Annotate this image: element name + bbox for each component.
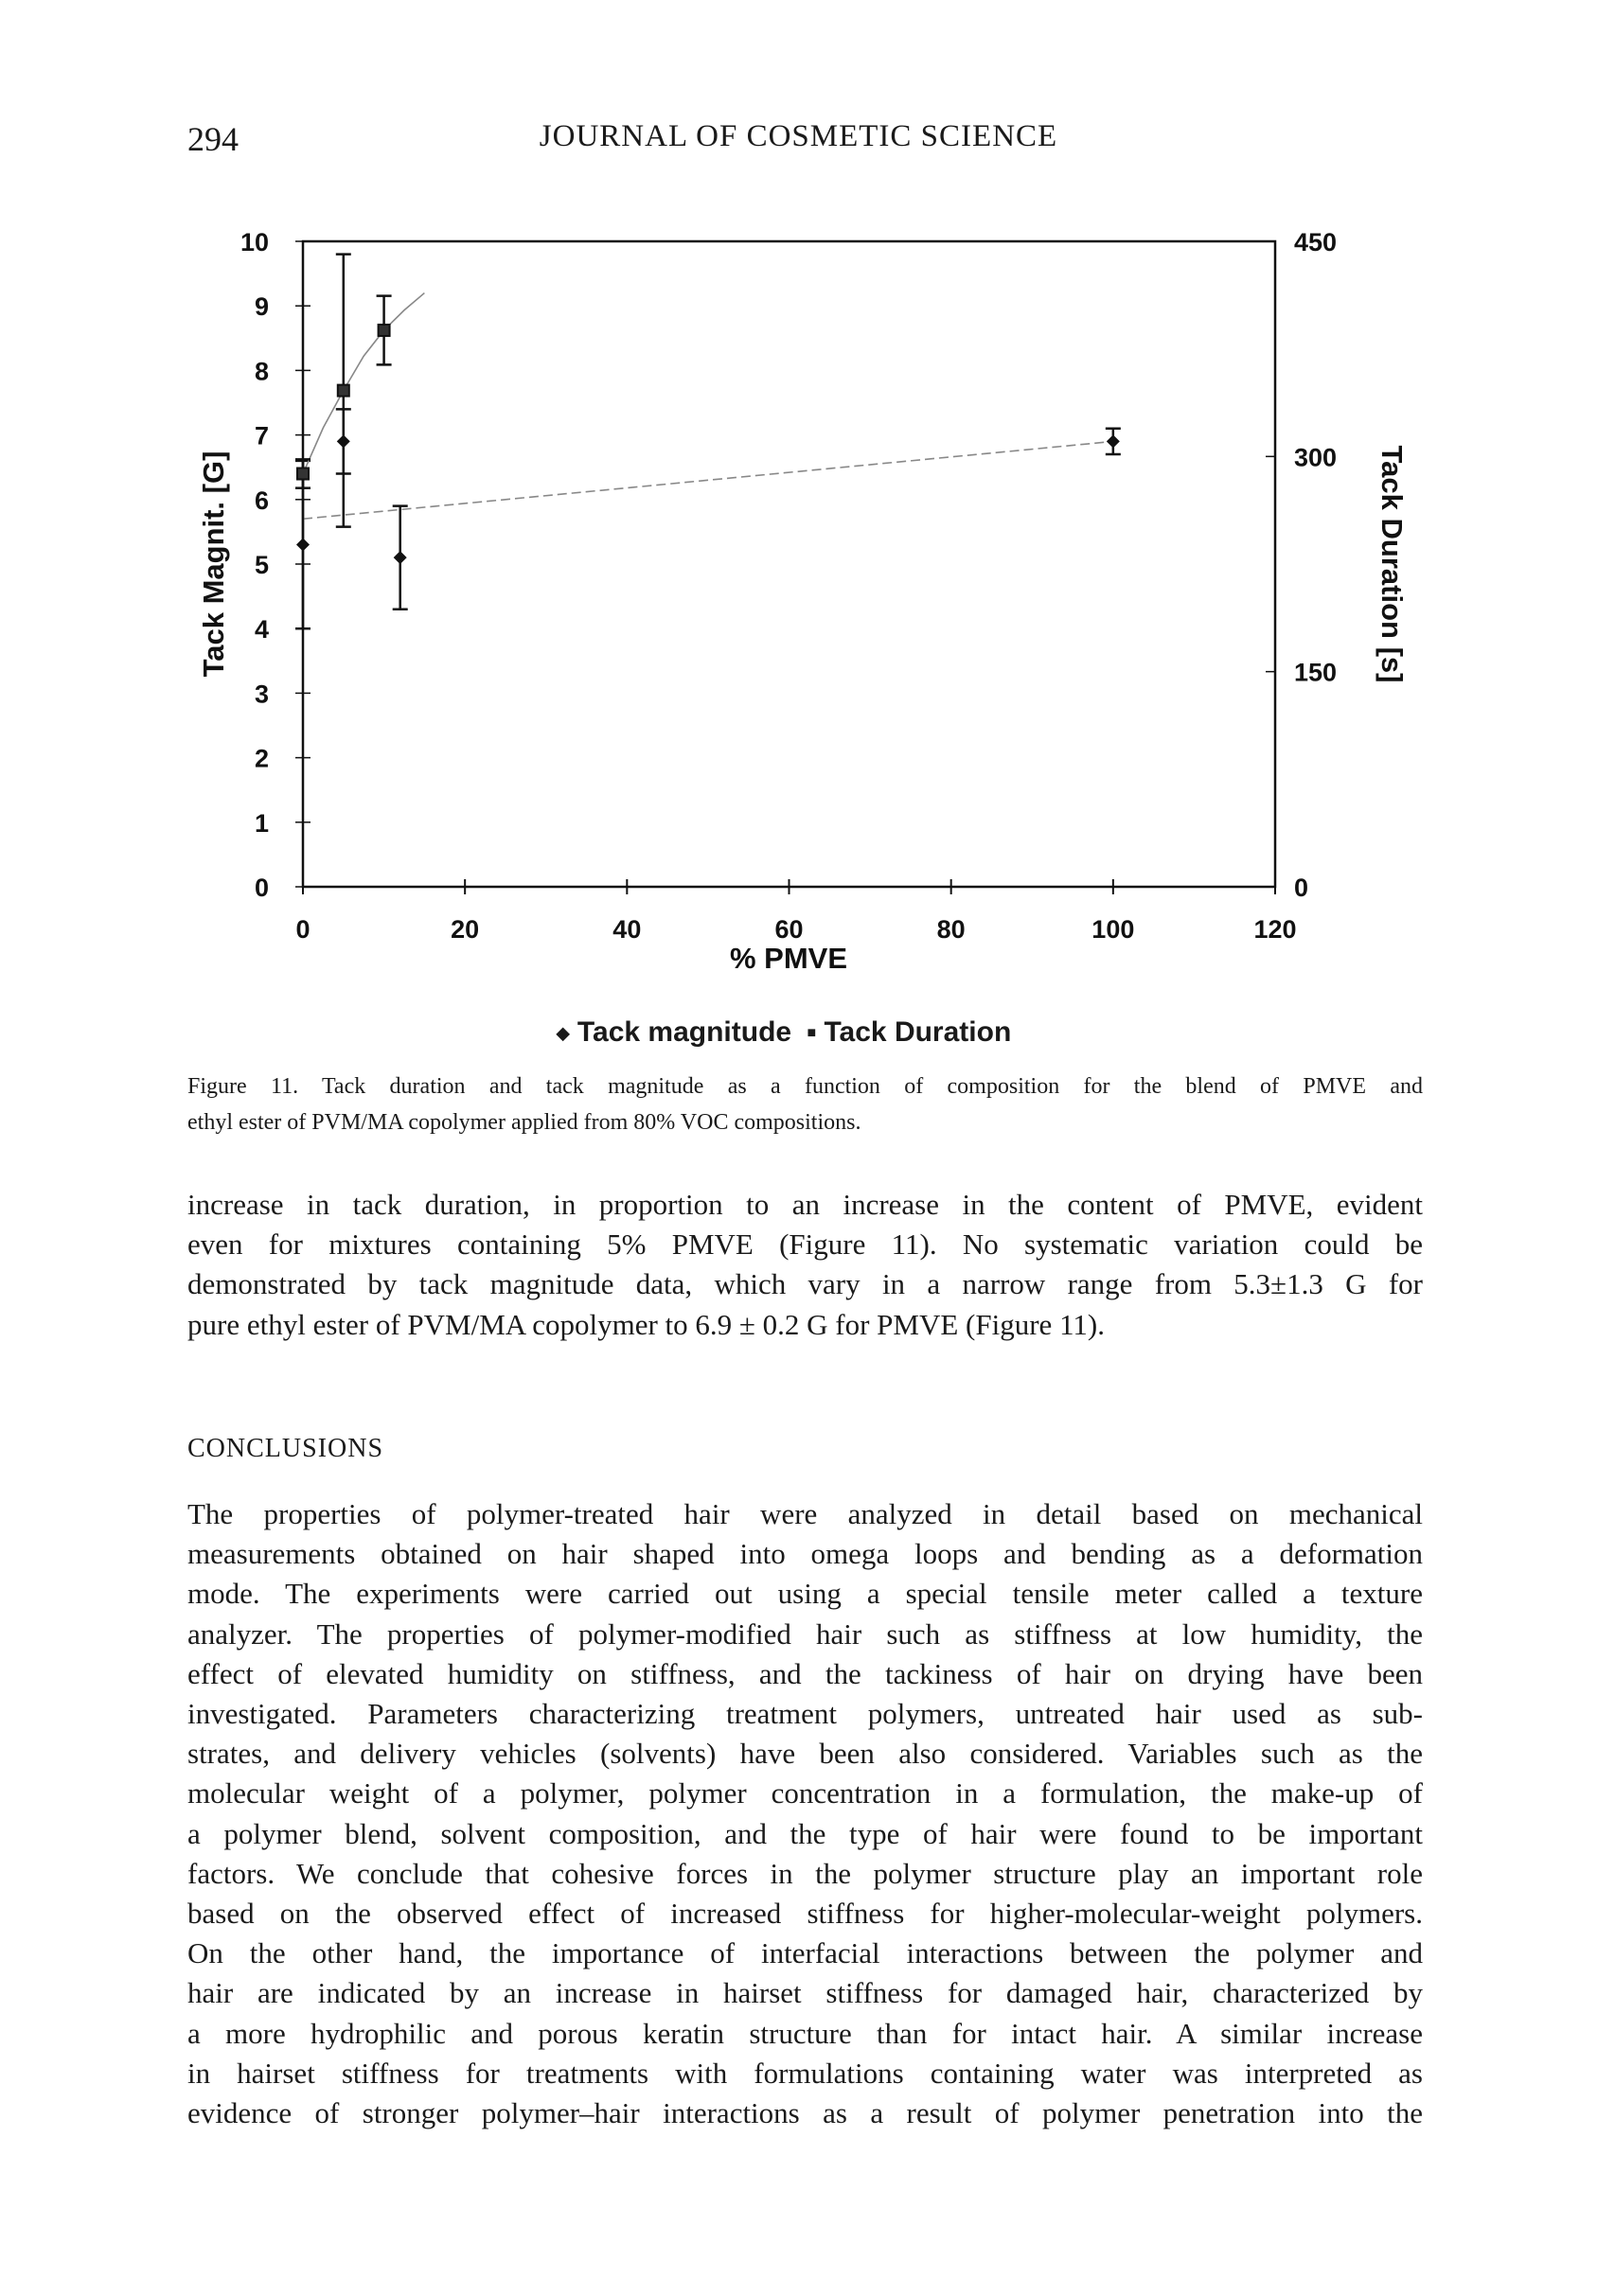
text-line: evidence of stronger polymer–hair interactions as a result of polymer penetration into the (187, 2096, 1423, 2129)
marks (295, 255, 1121, 629)
y-right-tick-label: 0 (1294, 874, 1309, 902)
text-line: based on the observed effect of increased stiffness for higher-molecular-weight polymers. (187, 1897, 1423, 1930)
square-marker-icon: ■ (807, 1025, 817, 1042)
legend-tack-duration: Tack Duration (824, 1016, 1012, 1048)
data-point-diamond (1107, 434, 1120, 448)
y-tick-label: 3 (254, 680, 269, 709)
text-line: increase in tack duration, in proportion to an increase in the content of PMVE, evident (187, 1188, 1423, 1221)
axes (240, 228, 1337, 944)
x-tick-label: 80 (936, 915, 966, 944)
x-tick-label: 100 (1091, 915, 1135, 944)
data-point-square (297, 468, 309, 480)
text-line: analyzer. The properties of polymer-modified hair such as stiffness at low humidity, the (187, 1616, 1423, 1651)
x-tick-label: 60 (774, 915, 804, 944)
tack-chart (0, 0, 1597, 1060)
x-tick-label: 0 (295, 915, 311, 944)
y-tick-label: 4 (254, 615, 269, 645)
diamond-marker-icon: ◆ (556, 1023, 570, 1043)
y-right-tick-label: 300 (1294, 443, 1338, 472)
y-tick-label: 5 (254, 551, 269, 579)
data-point-diamond (394, 551, 407, 564)
text-line: factors. We conclude that cohesive forces in the polymer structure play an important role (187, 1856, 1423, 1890)
text-line: On the other hand, the importance of interfacial interactions between the polymer and (187, 1936, 1423, 1970)
x-axis-title: % PMVE (729, 942, 848, 975)
y-tick-label: 2 (254, 744, 269, 773)
section-heading-conclusions: CONCLUSIONS (187, 1434, 384, 1463)
running-head: JOURNAL OF COSMETIC SCIENCE (539, 119, 1058, 153)
text-line: effect of elevated humidity on stiffness, and the tackiness of hair on drying have been (187, 1656, 1423, 1690)
text-line: The properties of polymer-treated hair were analyzed in detail based on mechanical (187, 1497, 1423, 1530)
text-line: hair are indicated by an increase in hairset stiffness for damaged hair, characterized by (187, 1976, 1423, 2010)
y-tick-label: 6 (254, 486, 269, 515)
text-line: a polymer blend, solvent composition, and the type of hair were found to be important (187, 1816, 1423, 1850)
text-line: measurements obtained on hair shaped into omega loops and bending as a deformation (187, 1537, 1423, 1571)
y-tick-label: 9 (254, 292, 269, 322)
trend-line (303, 293, 424, 474)
data-point-diamond (296, 539, 310, 552)
text-line: in hairset stiffness for treatments with formulations containing water was interpreted as (187, 2056, 1423, 2090)
figure-caption (187, 1069, 1423, 1140)
text-line: a more hydrophilic and porous keratin structure than for intact hair. A similar increase (187, 2016, 1423, 2050)
trend-line (303, 441, 1113, 519)
y-axis-title: Tack Magnit. [G] (197, 450, 230, 678)
y-tick-label: 0 (254, 874, 269, 902)
y-tick-label: 1 (254, 808, 269, 838)
x-tick-label: 20 (451, 915, 480, 944)
y-right-tick-label: 150 (1294, 658, 1338, 687)
x-tick-label: 40 (612, 915, 642, 944)
caption-line: ethyl ester of PVM/MA copolymer applied from 80% VOC compositions. (187, 1110, 861, 1135)
text-line: molecular weight of a polymer, polymer concentration in a formulation, the make-up of (187, 1776, 1423, 1810)
data-point-square (338, 385, 349, 397)
y-right-axis-title: Tack Duration [s] (1375, 445, 1409, 683)
chart-legend (0, 1016, 1568, 1049)
page-number: 294 (187, 120, 239, 158)
y-tick-label: 8 (254, 357, 269, 386)
plot-frame (303, 241, 1275, 887)
text-line: mode. The experiments were carried out using a special tensile meter called a texture (187, 1577, 1423, 1611)
text-line: even for mixtures containing 5% PMVE (Figure 11). No systematic variation could be (187, 1227, 1423, 1262)
text-line: pure ethyl ester of PVM/MA copolymer to 6.9 ± 0.2 G for PMVE (Figure 11). (187, 1307, 1105, 1341)
y-tick-label: 7 (254, 421, 269, 450)
legend-tack-magnitude: Tack magnitude (577, 1016, 792, 1048)
text-line: investigated. Parameters characterizing treatment polymers, untreated hair used as sub- (187, 1697, 1423, 1730)
text-line: demonstrated by tack magnitude data, which vary in a narrow range from 5.3±1.3 G for (187, 1267, 1423, 1301)
text-line: strates, and delivery vehicles (solvents) have been also considered. Variables such as the (187, 1737, 1423, 1771)
y-right-tick-label: 450 (1294, 228, 1338, 256)
caption-line: Figure 11. Tack duration and tack magnitude as a function of composition for the blend of PMVE and (187, 1074, 1423, 1099)
data-point-square (379, 325, 390, 336)
y-tick-label: 10 (240, 228, 269, 256)
x-tick-label: 120 (1253, 915, 1297, 944)
